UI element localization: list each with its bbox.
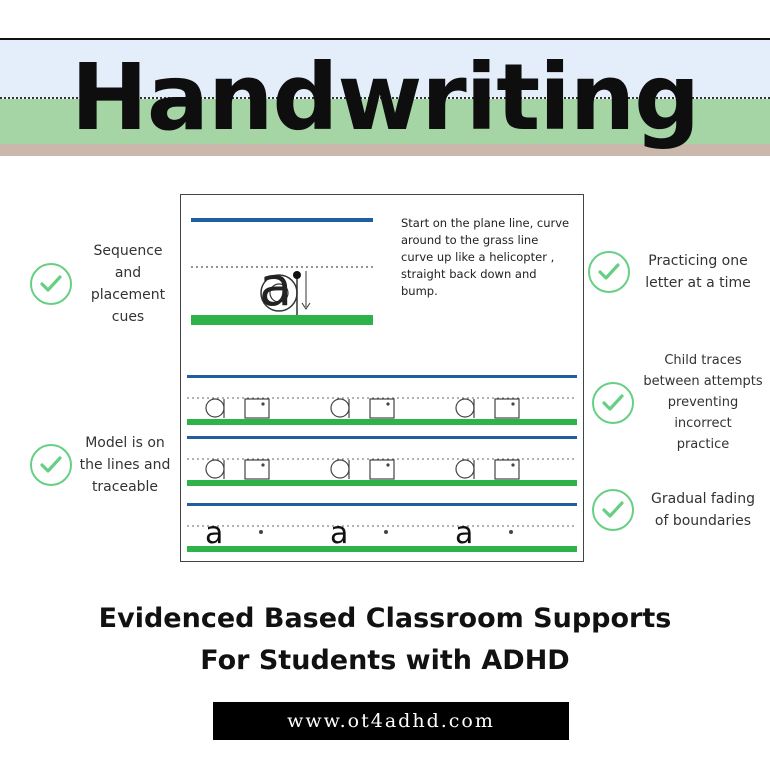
check-icon bbox=[588, 251, 630, 293]
practice-letter: a bbox=[205, 516, 224, 551]
website-badge bbox=[213, 702, 569, 740]
callout-one-letter bbox=[588, 250, 762, 294]
website-url: www.ot4adhd.com bbox=[287, 710, 495, 732]
check-icon bbox=[592, 382, 634, 424]
callout-text: Practicing one letter at a time bbox=[645, 253, 751, 291]
callout-gradual-fading bbox=[592, 488, 766, 532]
callout-text: Sequence and placement cues bbox=[90, 243, 166, 325]
check-icon bbox=[592, 489, 634, 531]
callout-sequence-cues bbox=[30, 240, 172, 328]
tagline-line-1: Evidenced Based Classroom Supports bbox=[98, 603, 672, 634]
callout-model-traceable bbox=[30, 432, 172, 498]
check-icon bbox=[30, 444, 72, 486]
callout-child-traces bbox=[592, 350, 768, 455]
model-letter: a bbox=[259, 255, 293, 318]
practice-letter: a bbox=[455, 516, 474, 551]
page-title: Handwriting bbox=[70, 44, 700, 151]
worksheet-instruction: Start on the plane line, curve around to the grass line curve up like a helicopter , straight back down and bump. bbox=[401, 216, 570, 298]
practice-letter: a bbox=[330, 516, 349, 551]
callout-text: Child traces between attempts preventing incorrect practice bbox=[643, 353, 763, 452]
tagline bbox=[0, 598, 770, 682]
check-icon bbox=[30, 263, 72, 305]
tagline-line-2: For Students with ADHD bbox=[200, 645, 570, 676]
handwriting-worksheet bbox=[180, 194, 584, 562]
callout-text: Gradual fading of boundaries bbox=[651, 491, 755, 529]
callout-text: Model is on the lines and traceable bbox=[79, 435, 171, 495]
